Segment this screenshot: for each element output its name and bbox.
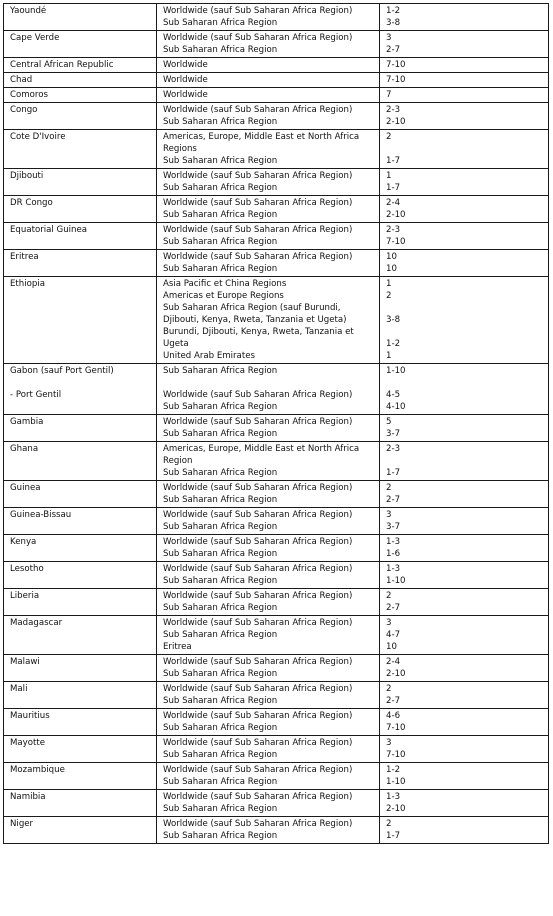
country-cell: Cote D'Ivoire — [4, 130, 157, 169]
zones-cell: Asia Pacific et China Regions Americas et Europe Regions Sub Saharan Africa Region (sauf Burundi, Djibouti, Kenya, Rweta, Tanzania et Ugeta) Burundi, Djibouti, Kenya, Rweta, Tanzania et Ugeta United Arab Emirates — [157, 277, 380, 364]
days-cell: 1-3 1-10 — [380, 562, 549, 589]
country-cell: Mayotte — [4, 736, 157, 763]
days-cell: 2-4 2-10 — [380, 196, 549, 223]
country-cell: Madagascar — [4, 616, 157, 655]
table-row — [4, 508, 549, 535]
table-row — [4, 763, 549, 790]
days-cell: 1 2 3-8 1-2 1 — [380, 277, 549, 364]
country-cell: Niger — [4, 817, 157, 844]
days-cell: 2 1-7 — [380, 130, 549, 169]
table-row — [4, 616, 549, 655]
zones-cell: Worldwide (sauf Sub Saharan Africa Region) Sub Saharan Africa Region — [157, 736, 380, 763]
zones-cell: Worldwide (sauf Sub Saharan Africa Region) Sub Saharan Africa Region — [157, 4, 380, 31]
country-cell: Equatorial Guinea — [4, 223, 157, 250]
zones-cell: Worldwide (sauf Sub Saharan Africa Region) Sub Saharan Africa Region — [157, 790, 380, 817]
table-row — [4, 535, 549, 562]
country-cell: Liberia — [4, 589, 157, 616]
table-row — [4, 73, 549, 88]
zones-cell: Worldwide (sauf Sub Saharan Africa Region) Sub Saharan Africa Region Eritrea — [157, 616, 380, 655]
country-cell: Mauritius — [4, 709, 157, 736]
days-cell: 4-6 7-10 — [380, 709, 549, 736]
days-cell: 2 2-7 — [380, 682, 549, 709]
document-page — [3, 3, 549, 844]
zones-cell: Worldwide (sauf Sub Saharan Africa Region) Sub Saharan Africa Region — [157, 196, 380, 223]
days-cell: 1-10 4-5 4-10 — [380, 364, 549, 415]
table-row — [4, 4, 549, 31]
days-cell: 2-3 1-7 — [380, 442, 549, 481]
zones-cell: Worldwide (sauf Sub Saharan Africa Region) Sub Saharan Africa Region — [157, 31, 380, 58]
zones-cell: Worldwide — [157, 73, 380, 88]
country-cell: Ghana — [4, 442, 157, 481]
table-row — [4, 223, 549, 250]
country-cell: Gambia — [4, 415, 157, 442]
zones-cell: Worldwide — [157, 88, 380, 103]
zones-cell: Worldwide (sauf Sub Saharan Africa Region) Sub Saharan Africa Region — [157, 508, 380, 535]
days-cell: 7 — [380, 88, 549, 103]
country-cell: Gabon (sauf Port Gentil) - Port Gentil — [4, 364, 157, 415]
zones-cell: Worldwide (sauf Sub Saharan Africa Region) Sub Saharan Africa Region — [157, 763, 380, 790]
table-row — [4, 655, 549, 682]
days-cell: 2-3 7-10 — [380, 223, 549, 250]
zones-cell: Worldwide (sauf Sub Saharan Africa Region) Sub Saharan Africa Region — [157, 103, 380, 130]
days-cell: 1 1-7 — [380, 169, 549, 196]
zones-cell: Worldwide (sauf Sub Saharan Africa Region) Sub Saharan Africa Region — [157, 655, 380, 682]
zones-cell: Worldwide (sauf Sub Saharan Africa Region) Sub Saharan Africa Region — [157, 817, 380, 844]
zones-cell: Worldwide (sauf Sub Saharan Africa Region) Sub Saharan Africa Region — [157, 535, 380, 562]
country-cell: DR Congo — [4, 196, 157, 223]
table-row — [4, 415, 549, 442]
days-cell: 7-10 — [380, 58, 549, 73]
table-row — [4, 682, 549, 709]
zones-cell: Worldwide (sauf Sub Saharan Africa Region) Sub Saharan Africa Region — [157, 589, 380, 616]
days-cell: 5 3-7 — [380, 415, 549, 442]
country-cell: Mali — [4, 682, 157, 709]
days-cell: 3 2-7 — [380, 31, 549, 58]
zones-cell: Sub Saharan Africa Region Worldwide (sauf Sub Saharan Africa Region) Sub Saharan Africa Region — [157, 364, 380, 415]
country-cell: Central African Republic — [4, 58, 157, 73]
zones-cell: Worldwide (sauf Sub Saharan Africa Region) Sub Saharan Africa Region — [157, 415, 380, 442]
table-row — [4, 481, 549, 508]
table-row — [4, 88, 549, 103]
days-cell: 10 10 — [380, 250, 549, 277]
days-cell: 2 2-7 — [380, 589, 549, 616]
country-cell: Lesotho — [4, 562, 157, 589]
days-cell: 1-2 3-8 — [380, 4, 549, 31]
table-row — [4, 58, 549, 73]
table-body — [4, 4, 549, 844]
zones-cell: Worldwide (sauf Sub Saharan Africa Region) Sub Saharan Africa Region — [157, 169, 380, 196]
table-row — [4, 709, 549, 736]
country-cell: Congo — [4, 103, 157, 130]
country-cell: Chad — [4, 73, 157, 88]
country-cell: Mozambique — [4, 763, 157, 790]
zones-cell: Worldwide (sauf Sub Saharan Africa Region) Sub Saharan Africa Region — [157, 562, 380, 589]
table-row — [4, 364, 549, 415]
country-cell: Namibia — [4, 790, 157, 817]
days-cell: 1-2 1-10 — [380, 763, 549, 790]
zones-cell: Worldwide (sauf Sub Saharan Africa Region) Sub Saharan Africa Region — [157, 481, 380, 508]
table-row — [4, 250, 549, 277]
days-cell: 3 4-7 10 — [380, 616, 549, 655]
days-cell: 1-3 2-10 — [380, 790, 549, 817]
days-cell: 3 3-7 — [380, 508, 549, 535]
zones-cell: Worldwide (sauf Sub Saharan Africa Region) Sub Saharan Africa Region — [157, 709, 380, 736]
table-row — [4, 196, 549, 223]
table-row — [4, 103, 549, 130]
days-cell: 2-4 2-10 — [380, 655, 549, 682]
country-cell: Guinea-Bissau — [4, 508, 157, 535]
days-cell: 2-3 2-10 — [380, 103, 549, 130]
days-cell: 7-10 — [380, 73, 549, 88]
table-row — [4, 442, 549, 481]
zones-cell: Worldwide (sauf Sub Saharan Africa Region) Sub Saharan Africa Region — [157, 250, 380, 277]
table-row — [4, 589, 549, 616]
zones-cell: Worldwide — [157, 58, 380, 73]
country-cell: Djibouti — [4, 169, 157, 196]
days-cell: 2 1-7 — [380, 817, 549, 844]
table-row — [4, 130, 549, 169]
zones-cell: Worldwide (sauf Sub Saharan Africa Region) Sub Saharan Africa Region — [157, 682, 380, 709]
table-row — [4, 277, 549, 364]
days-cell: 3 7-10 — [380, 736, 549, 763]
country-cell: Yaoundé — [4, 4, 157, 31]
country-cell: Malawi — [4, 655, 157, 682]
country-cell: Kenya — [4, 535, 157, 562]
table-row — [4, 31, 549, 58]
table-row — [4, 817, 549, 844]
table-row — [4, 790, 549, 817]
zones-cell: Americas, Europe, Middle East et North Africa Regions Sub Saharan Africa Region — [157, 130, 380, 169]
country-cell: Guinea — [4, 481, 157, 508]
country-cell: Ethiopia — [4, 277, 157, 364]
table-row — [4, 169, 549, 196]
days-cell: 2 2-7 — [380, 481, 549, 508]
country-cell: Eritrea — [4, 250, 157, 277]
zones-cell: Americas, Europe, Middle East et North Africa Region Sub Saharan Africa Region — [157, 442, 380, 481]
zones-cell: Worldwide (sauf Sub Saharan Africa Region) Sub Saharan Africa Region — [157, 223, 380, 250]
country-cell: Cape Verde — [4, 31, 157, 58]
days-cell: 1-3 1-6 — [380, 535, 549, 562]
country-cell: Comoros — [4, 88, 157, 103]
table-row — [4, 736, 549, 763]
table-row — [4, 562, 549, 589]
transit-times-table — [3, 3, 549, 844]
